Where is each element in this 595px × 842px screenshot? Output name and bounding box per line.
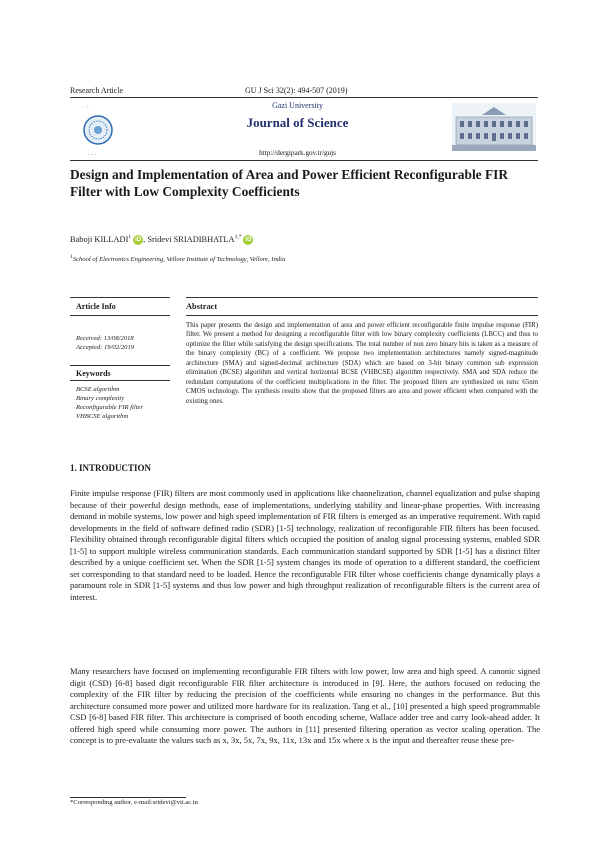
sidebar-divider bbox=[70, 315, 170, 316]
author-superscript: 1,* bbox=[234, 234, 242, 240]
building-logo bbox=[452, 103, 536, 151]
svg-text:. . : .: . . : . bbox=[82, 104, 91, 109]
body-paragraph: Finite impulse response (FIR) filters are most commonly used in applications like channelization, channel equalization and pulse shaping because of their powerful design methods, ease of implementations, underlying stability and linear-phase properties. With increasing demand in mobile systems, low power and high speed implementation of FIR filters is emerged as an imperative requirement. With rapid developments in the field of software defined radio (SDR) [1-5] technology, realization of reconfigurable FIR filters has been focused. Flexibility obtained through reconfigurable digital filters which occupied the position of analog signal processing systems, enabled SDR [1-5] to support multiple wireless communication standards. Each communication standard supported by SDR [1-5] has a distinct filter described by a unique coefficient set. When the SDR [1-5] system changes its mode of operation to a different standard, the coefficient set corresponding to that standard need to be loaded. Hence the reconfigurable FIR filter whose coefficients change dynamically plays a paramount role in SDR [1-5] systems and thus low power and high throughput realization of reconfigurable filters is the current area of interest. bbox=[70, 488, 540, 602]
author-superscript: 1 bbox=[128, 234, 132, 240]
paper-title: Design and Implementation of Area and Power Efficient Reconfigurable FIR Filter with Low Complexity Coefficients bbox=[70, 167, 509, 199]
affiliation: $^1$School of Electronics Engineering, Vellore Institute of Technology, Vellore, India bbox=[70, 254, 286, 264]
sidebar-divider bbox=[70, 297, 170, 298]
author-line bbox=[70, 234, 253, 245]
abstract-text: This paper presents the design and implementation of area and power efficient reconfigurable finite impulse response (FIR) filter. We present a method for designing a reconfigurable filter with low binary complexity coefficients (LBCC) and thus to optimize the filter while satisfying the design specifications. The total number of non zero binary bits is taken as a measure of the binary complexity (BC) of a coefficient. We propose two implementation architectures namely signed-magnitude architecture (SMA) and signed-decimal architecture (SDA) which are based on 3-bit binary common sub expression elimination (BCSE) algorithm and vertical horizontal BCSE (VHBCSE) algorithm respectively. SMA and SDA reduce the redundant computations of the coefficient multiplications in the filter. The proposed filters are synthesized on tsmc 65nm CMOS technology. The synthesis results show that the proposed filters are area and power efficient when compared with the existing ones. bbox=[186, 322, 538, 405]
article-dates bbox=[76, 334, 134, 352]
orcid-icon[interactable]: iD bbox=[135, 236, 142, 243]
received-date: Received: 13/08/2018 bbox=[76, 335, 134, 342]
sidebar-divider bbox=[70, 380, 170, 381]
keywords-list bbox=[76, 385, 143, 421]
footnote: *Corresponding author, e-mail:sridevi@vit.ac.in bbox=[70, 799, 198, 806]
footnote-divider bbox=[70, 797, 186, 798]
journal-title: Journal of Science bbox=[246, 115, 349, 130]
orcid-icon[interactable]: iD bbox=[245, 236, 252, 243]
author-name: , Sridevi SRIADIBHATLA bbox=[143, 234, 235, 244]
svg-text:. . .: . . . bbox=[88, 151, 96, 156]
keyword: VHBCSE algorithm bbox=[76, 413, 129, 420]
keyword: Reconfigurable FIR filter bbox=[76, 404, 144, 411]
keyword: BCSE algorithm bbox=[76, 386, 120, 393]
abstract-divider bbox=[186, 297, 538, 298]
keywords-heading: Keywords bbox=[76, 369, 111, 378]
university-name: Gazi University bbox=[272, 101, 323, 110]
article-info-heading: Article Info bbox=[76, 302, 116, 311]
abstract-divider bbox=[186, 315, 538, 316]
sidebar-divider bbox=[70, 365, 170, 366]
body-paragraph: Many researchers have focused on implementing reconfigurable FIR filters with low power, low area and high speed. A canonic signed digit (CSD) [6-8] based digit reconfigurable FIR filter architecture is introduced in [9]. Here, the authors focused on reducing the complexity of the FIR filter by reducing the precision of the coefficients while ensuring no changes in the performance. But this architecture consumed more power and utilized more hardware for its realization. Tang et al., [10] presented a high speed programmable CSD [6-8] based FIR filter. This architecture is comprised of booth encoding scheme, Wallace adder tree and carry look-ahead adder. It offered high speed while consuming more power. The authors in [11] presented filtering operation as vector scaling operation. The concept is to pre-evaluate the values such as x, 3x, 5x, 7x, 9x, 11x, 13x and 15x where x is the input and thereafter reuse these pre- bbox=[70, 666, 540, 746]
author-name: Baboji KILLADI bbox=[70, 234, 129, 244]
header-divider-bottom bbox=[70, 160, 538, 161]
section-heading: 1. INTRODUCTION bbox=[70, 463, 152, 473]
journal-citation: GU J Sci 32(2): 494-507 (2019) bbox=[245, 86, 348, 95]
abstract-heading: Abstract bbox=[186, 302, 218, 311]
accepted-date: Accepted: 19/02/2019 bbox=[76, 344, 135, 351]
keyword: Binary complexity bbox=[76, 395, 125, 402]
journal-url[interactable]: http://dergipark.gov.tr/gujs bbox=[259, 149, 336, 157]
article-type: Research Article bbox=[70, 86, 124, 95]
header-divider bbox=[70, 97, 538, 98]
